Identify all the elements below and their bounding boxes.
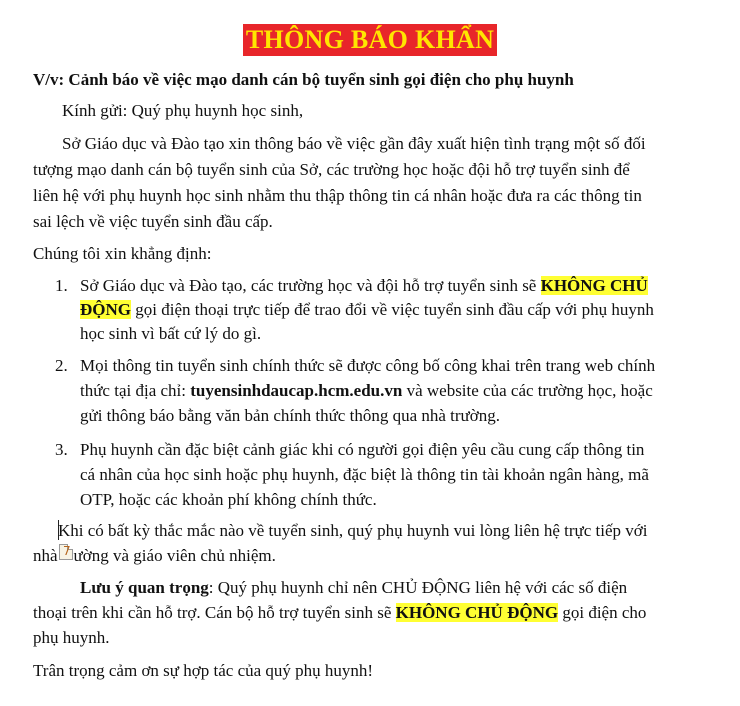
highlight-text: KHÔNG CHỦ ĐỘNG	[395, 603, 559, 622]
list-line	[80, 300, 654, 320]
closing-line: Trân trọng cảm ơn sự hợp tác của quý phụ huynh!	[33, 661, 374, 680]
list-line	[80, 276, 648, 296]
contact-line: Khi có bất kỳ thắc mắc nào về tuyển sinh, quý phụ huynh vui lòng liên hệ trực tiếp với	[58, 521, 648, 540]
contact-text: nhà	[33, 546, 58, 565]
list-text: và website của các trường học, hoặc	[402, 381, 653, 400]
list-text: thức tại địa chỉ:	[80, 381, 191, 400]
note-text: : Quý phụ huynh chỉ nên CHỦ ĐỘNG liên hệ với các số điện	[208, 578, 628, 597]
highlight-text: KHÔNG CHỦ	[540, 276, 648, 295]
contact-text: ường và giáo viên chủ nhiệm.	[73, 546, 276, 565]
list-line: OTP, hoặc các khoản phí không chính thức.	[80, 490, 377, 509]
intro-line: sai lệch về việc tuyển sinh đầu cấp.	[33, 212, 273, 231]
note-line: phụ huynh.	[33, 628, 110, 647]
list-text: gọi điện thoại trực tiếp để trao đổi về việc tuyển sinh đầu cấp với phụ huynh	[131, 300, 654, 319]
intro-line: Sở Giáo dục và Đào tạo xin thông báo về việc gần đây xuất hiện tình trạng một số đối	[62, 134, 646, 153]
intro-line: tượng mạo danh cán bộ tuyển sinh của Sở, các trường học hoặc đội hỗ trợ tuyển sinh để	[33, 160, 630, 179]
note-line	[80, 578, 627, 598]
list-number: 1.	[55, 276, 68, 295]
list-line: Phụ huynh cần đặc biệt cảnh giác khi có người gọi điện yêu cầu cung cấp thông tin	[80, 440, 645, 459]
list-line: cá nhân của học sinh hoặc phụ huynh, đặc biệt là thông tin tài khoản ngân hàng, mã	[80, 465, 649, 484]
greeting: Kính gửi: Quý phụ huynh học sinh,	[62, 101, 304, 120]
document-title: THÔNG BÁO KHẨN	[243, 24, 497, 56]
title-container	[0, 24, 740, 56]
website-address: tuyensinhdaucap.hcm.edu.vn	[190, 381, 403, 400]
note-text: gọi điện cho	[558, 603, 647, 622]
comment-note-icon[interactable]	[59, 544, 73, 560]
note-line	[33, 603, 646, 623]
subject-line: V/v: Cảnh báo về việc mạo danh cán bộ tuyển sinh gọi điện cho phụ huynh	[33, 70, 574, 89]
list-number: 3.	[55, 440, 68, 459]
list-line	[80, 381, 653, 401]
intro-line: liên hệ với phụ huynh học sinh nhằm thu thập thông tin cá nhân hoặc đưa ra các thông tin	[33, 186, 642, 205]
list-line: học sinh vì bất cứ lý do gì.	[80, 324, 262, 343]
list-line: Mọi thông tin tuyển sinh chính thức sẽ được công bố công khai trên trang web chính	[80, 356, 656, 375]
highlight-text: ĐỘNG	[80, 300, 131, 319]
list-line: gửi thông báo bằng văn bản chính thức thông qua nhà trường.	[80, 406, 500, 425]
note-text: thoại trên khi cần hỗ trợ. Cán bộ hỗ trợ tuyển sinh sẽ	[33, 603, 396, 622]
list-number: 2.	[55, 356, 68, 375]
note-label: Lưu ý quan trọng	[80, 578, 209, 597]
affirm-line: Chúng tôi xin khẳng định:	[33, 244, 212, 263]
list-text: Sở Giáo dục và Đào tạo, các trường học và đội hỗ trợ tuyển sinh sẽ	[80, 276, 541, 295]
